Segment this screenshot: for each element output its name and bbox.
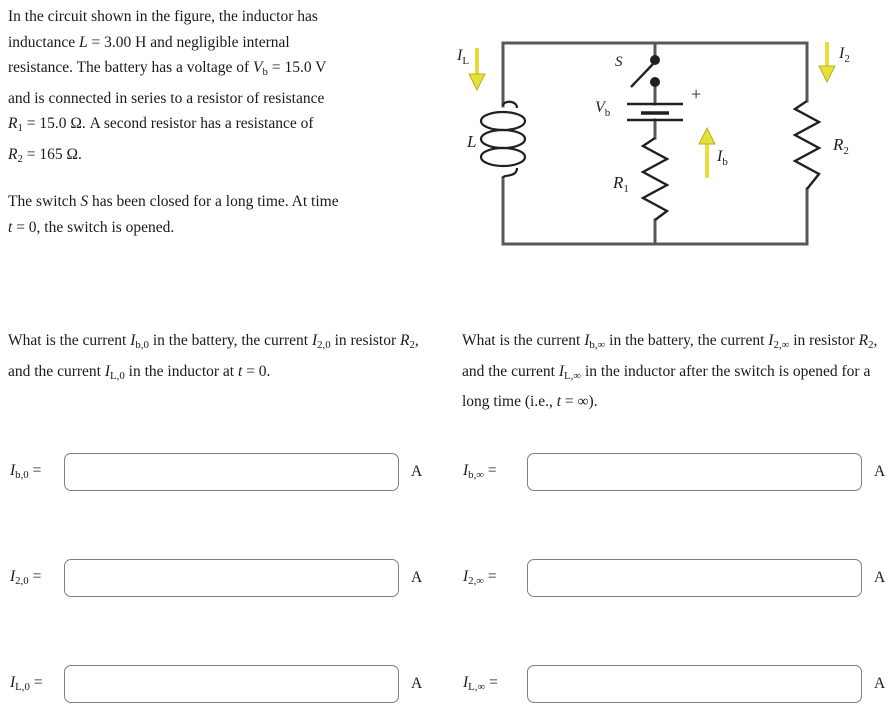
question-left-text-1: What is the current bbox=[8, 332, 131, 349]
answer-label-i2inf-equals: = bbox=[487, 568, 497, 586]
question-left-symbol-il0-sub: L,0 bbox=[110, 369, 125, 382]
question-left-symbol-i20-sub: 2,0 bbox=[317, 339, 331, 352]
answer-row-ibinf bbox=[463, 452, 885, 492]
question-right-symbol-i2inf-sub: 2,∞ bbox=[773, 339, 790, 352]
answer-unit-ibinf: A bbox=[874, 463, 886, 480]
problem-line-3: resistance. The battery has a voltage of $V_b = 15.0$ V bbox=[8, 59, 327, 79]
inductor-label: L bbox=[467, 132, 477, 151]
answer-label-i20 bbox=[10, 568, 64, 587]
answer-input-ibinf[interactable] bbox=[527, 453, 862, 491]
value-resistance-1: 15.0 Ω bbox=[39, 115, 82, 133]
answer-label-i20-symbol: I bbox=[10, 568, 16, 586]
question-right-text-7: switch is opened for a long time (i.e., bbox=[462, 362, 871, 411]
question-right-text-4: resistor bbox=[809, 332, 859, 349]
answer-unit-il0: A bbox=[411, 675, 423, 692]
question-right-text-1: What is the current bbox=[462, 332, 585, 349]
question-right-symbol-ilinf: I bbox=[558, 362, 565, 380]
resistor-2-current-arrow bbox=[819, 42, 835, 82]
answer-unit-i20: A bbox=[411, 569, 423, 586]
question-left-symbol-ib0: I bbox=[130, 332, 136, 349]
question-left-text-6: in the inductor at bbox=[124, 362, 238, 380]
answer-input-ilinf[interactable] bbox=[527, 665, 862, 703]
answer-label-ibinf bbox=[463, 462, 527, 481]
battery-current-label: $I_b$ bbox=[717, 148, 728, 168]
answer-label-i20-equals: = bbox=[32, 568, 42, 586]
answer-label-ilinf-symbol: I bbox=[463, 674, 469, 692]
battery-label: $V_b$ bbox=[595, 99, 611, 119]
answer-label-ibinf-equals: = bbox=[487, 462, 497, 480]
problem-line-1: In the circuit shown in the figure, the inductor has bbox=[8, 8, 318, 25]
answer-label-il0-equals: = bbox=[33, 674, 43, 692]
battery-current-arrow bbox=[699, 128, 715, 178]
question-left-symbol-i20: I bbox=[311, 332, 318, 349]
answer-row-i20 bbox=[10, 558, 422, 598]
question-right-symbol-ilinf-sub: L,∞ bbox=[564, 369, 582, 382]
circuit-wires bbox=[503, 43, 807, 244]
answer-label-ib0 bbox=[10, 462, 64, 481]
question-left-symbol-il0: I bbox=[104, 362, 111, 380]
question-initial bbox=[8, 328, 433, 389]
problem-line-4: and is connected in series to a resistor of resistance bbox=[8, 89, 325, 107]
question-left-text-2: in the battery, the current bbox=[148, 332, 312, 349]
spacer bbox=[463, 598, 885, 664]
answer-input-i20[interactable] bbox=[64, 559, 399, 597]
problem-line-6: $R_2 = 165$ Ω. bbox=[8, 145, 82, 165]
problem-statement bbox=[8, 4, 428, 240]
question-right-symbol-ibinf-sub: b,∞ bbox=[589, 339, 606, 352]
answer-label-ib0-symbol: I bbox=[10, 462, 16, 480]
answer-label-ib0-equals: = bbox=[32, 462, 42, 480]
inductor-current-label: $I_L$ bbox=[457, 47, 470, 67]
problem-line-2: inductance L = 3.00 H and negligible internal bbox=[8, 33, 290, 51]
resistor-2-symbol bbox=[795, 101, 819, 189]
question-left-text-7: = 0. bbox=[242, 362, 271, 380]
problem-line-8: t = 0, the switch is opened. bbox=[8, 218, 175, 236]
answer-label-i20-sub: 2,0 bbox=[15, 575, 29, 588]
resistor-2-label: $R_2$ bbox=[833, 135, 849, 157]
resistor-1-symbol bbox=[643, 138, 667, 220]
question-left-text-4: resistor bbox=[350, 332, 401, 349]
battery-polarity-label: + bbox=[691, 84, 702, 104]
spacer bbox=[10, 598, 422, 664]
answer-row-i2inf bbox=[463, 558, 885, 598]
resistor-2-current-label: $I_2$ bbox=[839, 45, 850, 65]
answer-group-initial bbox=[10, 452, 422, 704]
answer-label-i2inf-sub: 2,∞ bbox=[468, 575, 485, 588]
inductor-symbol bbox=[481, 102, 525, 178]
question-right-symbol-i2inf: I bbox=[768, 332, 774, 349]
answer-input-il0[interactable] bbox=[64, 665, 399, 703]
answer-label-ib0-sub: b,0 bbox=[15, 469, 29, 482]
question-right-text-5: , and the current bbox=[462, 332, 878, 380]
question-right-symbol-t: t bbox=[556, 393, 562, 411]
answer-label-il0-symbol: I bbox=[10, 674, 16, 692]
answer-input-ib0[interactable] bbox=[64, 453, 399, 491]
question-right-text-3: in bbox=[789, 332, 806, 349]
answer-label-i2inf-symbol: I bbox=[463, 568, 469, 586]
problem-line-7: The switch S has been closed for a long time. At time bbox=[8, 193, 339, 211]
question-left-text-3: in bbox=[330, 332, 347, 349]
answer-input-i2inf[interactable] bbox=[527, 559, 862, 597]
question-right-symbol-ibinf: I bbox=[584, 332, 590, 349]
question-left-text-5: , and the current bbox=[8, 332, 419, 380]
answer-unit-ib0: A bbox=[411, 463, 423, 480]
switch-symbol bbox=[631, 55, 660, 87]
question-left-symbol-t: t bbox=[238, 362, 243, 380]
answer-label-il0 bbox=[10, 674, 64, 693]
resistor-1-label: $R_1$ bbox=[613, 173, 629, 195]
answer-label-ilinf bbox=[463, 674, 527, 693]
question-right-symbol-r2-sub: 2 bbox=[868, 339, 874, 352]
circuit-diagram bbox=[455, 8, 885, 270]
spacer bbox=[463, 492, 885, 558]
spacer bbox=[10, 492, 422, 558]
question-right-text-8: = ∞). bbox=[561, 393, 598, 411]
answer-group-final bbox=[463, 452, 885, 704]
answer-unit-ilinf: A bbox=[874, 675, 886, 692]
problem-line-5: $R_1 = 15.0$ Ω. A second resistor has a resistance of bbox=[8, 115, 314, 135]
inductor-current-arrow bbox=[469, 48, 485, 90]
question-left-symbol-ib0-sub: b,0 bbox=[135, 339, 149, 352]
value-inductance: 3.00 H bbox=[104, 33, 147, 51]
answer-label-il0-sub: L,0 bbox=[15, 681, 30, 694]
question-right-text-6: in the inductor after the bbox=[581, 362, 731, 380]
answer-unit-i2inf: A bbox=[874, 569, 886, 586]
value-battery-voltage: 15.0 V bbox=[284, 59, 327, 76]
question-right-symbol-r2: R bbox=[858, 332, 869, 349]
question-left-symbol-r2-sub: 2 bbox=[409, 339, 415, 352]
answer-label-ilinf-sub: L,∞ bbox=[468, 681, 486, 694]
question-left-symbol-r2: R bbox=[400, 332, 410, 349]
battery-symbol bbox=[627, 104, 683, 120]
answer-label-i2inf bbox=[463, 568, 527, 587]
answer-row-ilinf bbox=[463, 664, 885, 704]
answer-label-ibinf-sub: b,∞ bbox=[468, 469, 485, 482]
answer-row-il0 bbox=[10, 664, 422, 704]
answer-row-ib0 bbox=[10, 452, 422, 492]
answer-label-ibinf-symbol: I bbox=[463, 462, 469, 480]
answer-label-ilinf-equals: = bbox=[489, 674, 498, 692]
question-right-text-2: in the battery, the current bbox=[605, 332, 769, 349]
switch-label: S bbox=[615, 54, 623, 70]
value-resistance-2: 165 Ω bbox=[39, 145, 79, 163]
question-final bbox=[462, 328, 887, 415]
